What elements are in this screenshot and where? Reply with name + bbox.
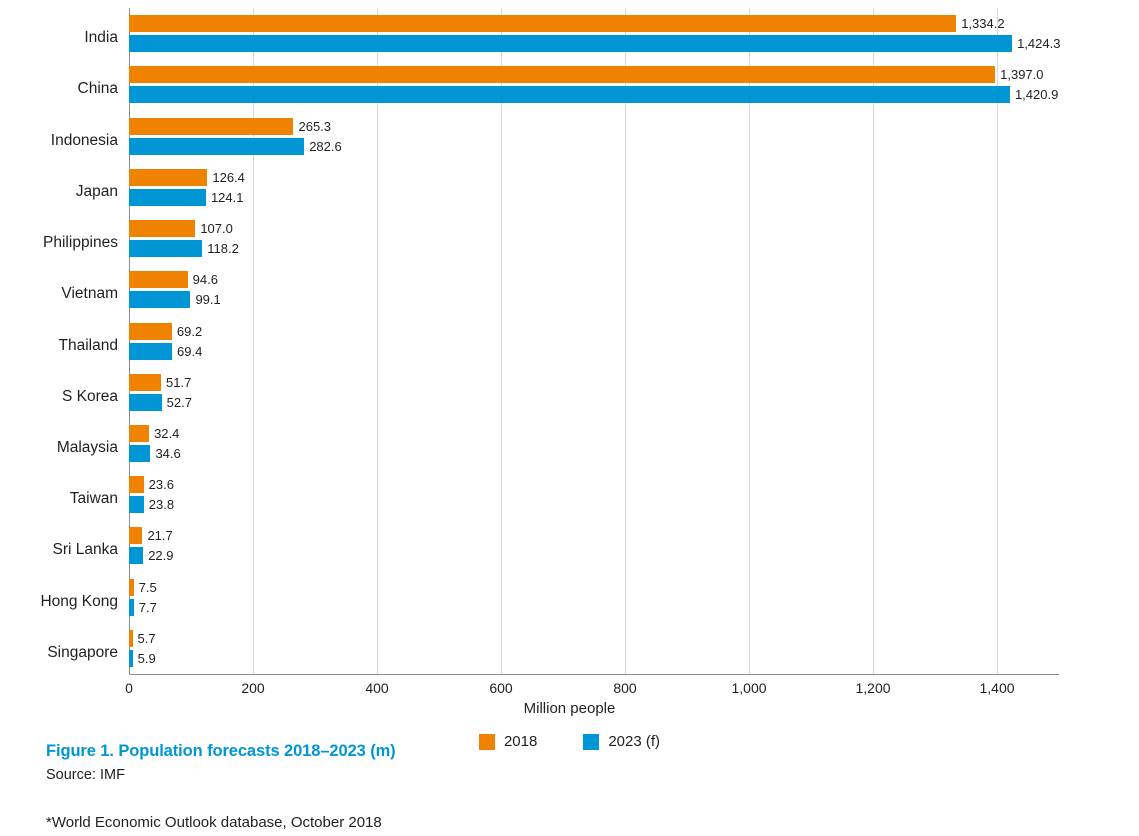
bar-value-label: 118.2	[207, 241, 239, 257]
x-axis-title: Million people	[523, 700, 616, 717]
legend-swatch-icon-2018	[479, 734, 495, 750]
category-label: Hong Kong	[40, 592, 118, 610]
x-axis-tick-label: 1,200	[855, 680, 891, 696]
category-label: S Korea	[61, 387, 118, 405]
category-label: Thailand	[58, 336, 118, 354]
bar-2023[interactable]	[129, 343, 172, 360]
bar-2023[interactable]	[129, 86, 1010, 103]
bar-value-label: 34.6	[155, 445, 181, 461]
bar-2018[interactable]	[129, 323, 172, 340]
category-label: Singapore	[47, 643, 118, 661]
category-label: Philippines	[43, 234, 118, 252]
bar-value-label: 5.9	[137, 650, 156, 666]
legend-item-2018[interactable]	[479, 733, 537, 750]
bar-2018[interactable]	[129, 271, 188, 288]
category-label: China	[77, 80, 118, 98]
bar-group	[0, 323, 1139, 360]
x-axis-tick-label: 1,000	[731, 680, 767, 696]
bar-2018[interactable]	[129, 425, 149, 442]
legend-label-2018: 2018	[503, 733, 538, 750]
bar-group	[0, 476, 1139, 513]
bar-2023[interactable]	[129, 650, 133, 667]
bar-group	[0, 527, 1139, 564]
bar-group	[0, 579, 1139, 616]
bar-value-label: 51.7	[166, 374, 192, 390]
category-label: India	[84, 29, 118, 47]
bar-group	[0, 66, 1139, 103]
bar-2018[interactable]	[129, 476, 144, 493]
x-axis-tick-label: 800	[613, 680, 637, 696]
x-axis-tick-label: 1,400	[979, 680, 1015, 696]
figure-caption-title: Figure 1. Population forecasts 2018–2023 (m)	[46, 742, 396, 760]
bar-value-label: 52.7	[166, 394, 192, 410]
bar-value-label: 7.5	[138, 579, 157, 595]
bar-value-label: 21.7	[147, 528, 173, 544]
bar-2023[interactable]	[129, 394, 162, 411]
bar-2023[interactable]	[129, 189, 206, 206]
bar-value-label: 69.4	[177, 343, 203, 359]
bar-2018[interactable]	[129, 374, 161, 391]
figure-source: Source: IMF	[46, 767, 125, 783]
bar-value-label: 99.1	[195, 292, 221, 308]
bar-group	[0, 220, 1139, 257]
category-label: Taiwan	[69, 490, 118, 508]
bar-value-label: 5.7	[137, 630, 156, 646]
bar-group	[0, 630, 1139, 667]
bar-2023[interactable]	[129, 138, 304, 155]
bar-group	[0, 169, 1139, 206]
legend-item-2023[interactable]	[583, 733, 660, 750]
bar-value-label: 69.2	[176, 323, 203, 339]
bar-2018[interactable]	[129, 630, 133, 647]
bar-2023[interactable]	[129, 445, 150, 462]
bar-value-label: 94.6	[192, 272, 218, 288]
x-axis-tick-label: 600	[489, 680, 513, 696]
bar-value-label: 22.9	[148, 548, 174, 564]
category-label: Malaysia	[56, 438, 118, 456]
bar-value-label: 32.4	[154, 425, 180, 441]
bar-value-label: 23.6	[148, 477, 174, 493]
bar-value-label: 265.3	[298, 118, 332, 134]
category-label: Indonesia	[50, 131, 118, 149]
category-label: Sri Lanka	[52, 541, 118, 559]
bar-value-label: 7.7	[138, 599, 157, 615]
x-axis-line	[129, 674, 1059, 675]
bar-2018[interactable]	[129, 118, 293, 135]
bar-2018[interactable]	[129, 579, 134, 596]
category-label: Vietnam	[61, 285, 118, 303]
bar-2018[interactable]	[129, 169, 207, 186]
category-label: Japan	[75, 182, 118, 200]
bar-group	[0, 271, 1139, 308]
bar-value-label: 282.6	[309, 138, 342, 154]
bar-group	[0, 15, 1139, 52]
bar-2023[interactable]	[129, 240, 202, 257]
bar-2023[interactable]	[129, 496, 144, 513]
bar-value-label: 124.1	[210, 189, 244, 205]
bar-group	[0, 118, 1139, 155]
x-axis-tick-label: 200	[241, 680, 265, 696]
bar-2018[interactable]	[129, 15, 956, 32]
bar-2018[interactable]	[129, 527, 142, 544]
x-axis-tick-label: 400	[365, 680, 389, 696]
bar-value-label: 1,424.3	[1017, 36, 1061, 52]
bar-value-label: 107.0	[200, 221, 233, 237]
bar-value-label: 23.8	[148, 497, 175, 513]
figure-footnote: *World Economic Outlook database, October 2018	[46, 814, 382, 831]
bar-2023[interactable]	[129, 291, 190, 308]
bar-value-label: 1,420.9	[1014, 87, 1059, 103]
bar-2018[interactable]	[129, 220, 195, 237]
bar-value-label: 1,397.0	[1000, 67, 1044, 83]
bar-2023[interactable]	[129, 35, 1012, 52]
bar-group	[0, 425, 1139, 462]
legend-swatch-icon-2023	[583, 734, 599, 750]
bar-group	[0, 374, 1139, 411]
bar-2018[interactable]	[129, 66, 995, 83]
bar-2023[interactable]	[129, 547, 143, 564]
bar-value-label: 126.4	[212, 169, 245, 185]
bar-value-label: 1,334.2	[961, 16, 1005, 32]
legend-label-2023: 2023 (f)	[608, 733, 661, 750]
bar-2023[interactable]	[129, 599, 134, 616]
x-axis-tick-label: 0	[125, 680, 133, 696]
